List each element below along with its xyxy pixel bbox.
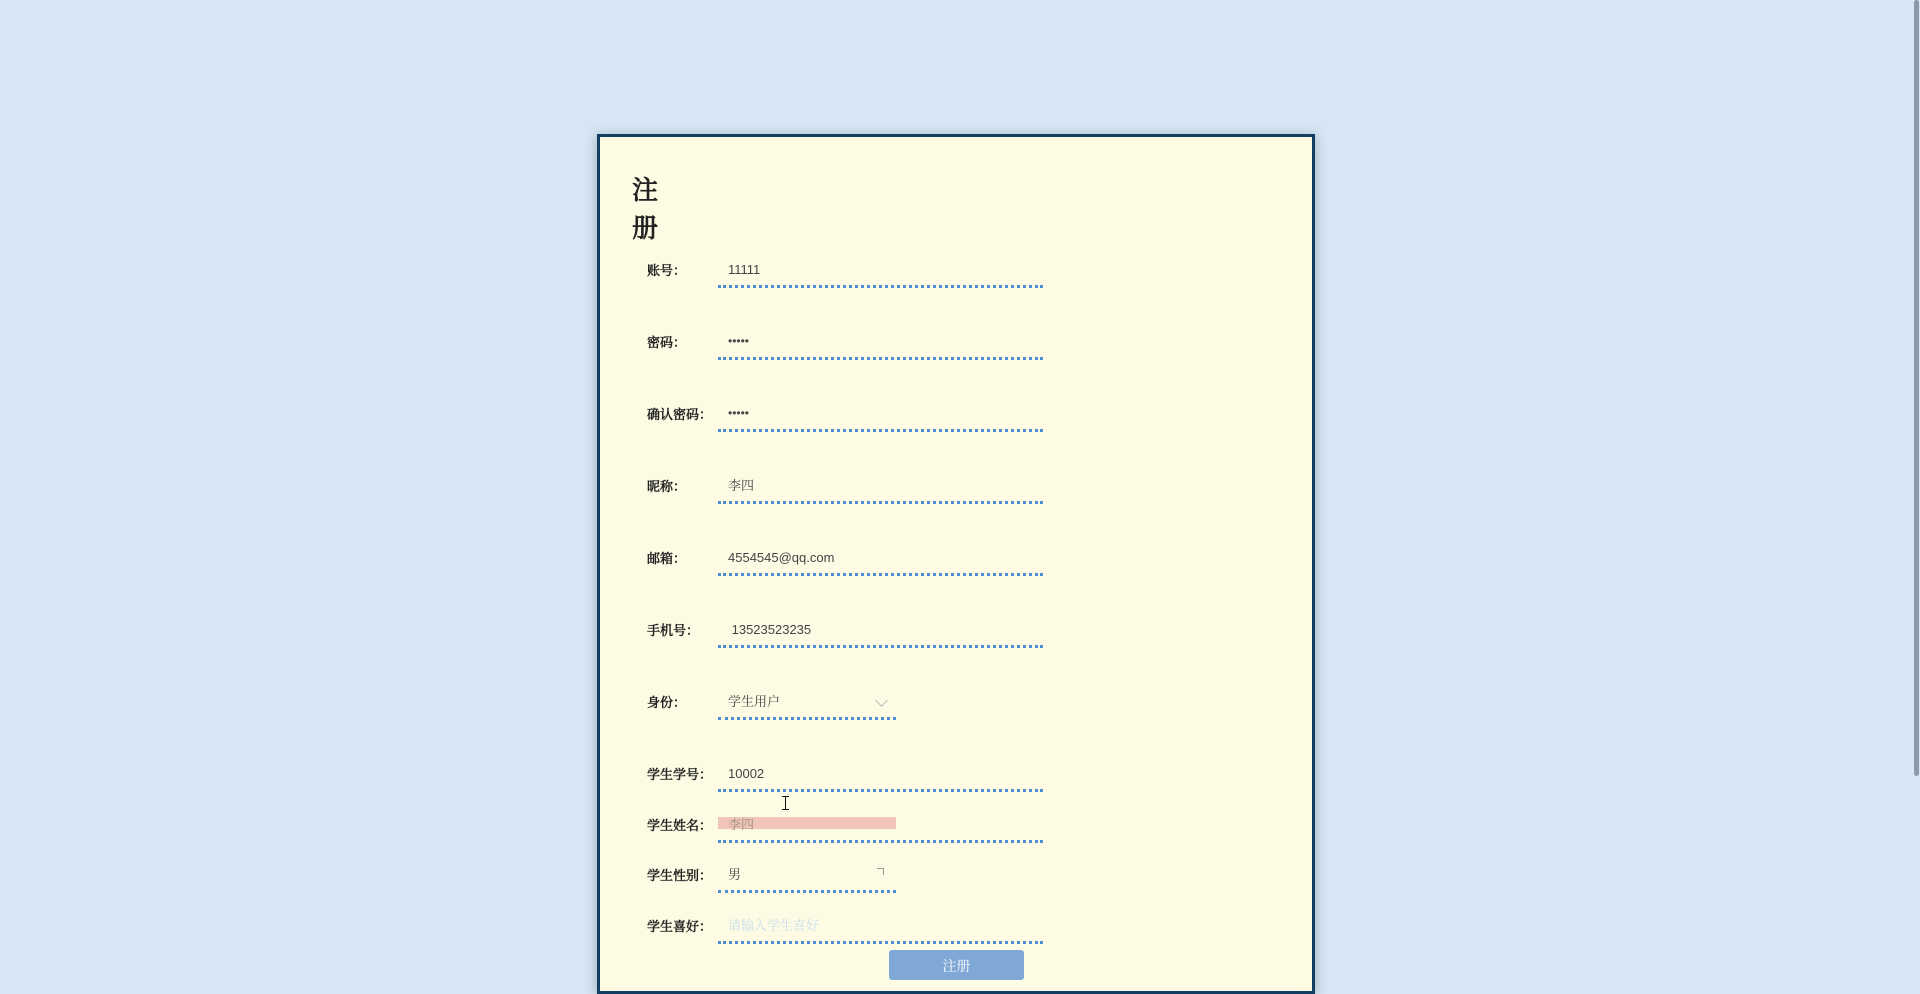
scrollbar[interactable] bbox=[1914, 0, 1920, 964]
confirm-password-value: ••••• bbox=[728, 406, 750, 420]
confirm-password-input[interactable] bbox=[718, 398, 1043, 432]
email-row bbox=[600, 550, 1318, 590]
phone-value: 13523523235 bbox=[728, 622, 812, 637]
identity-value: 学生用户 bbox=[728, 694, 781, 709]
chevron-down-icon bbox=[875, 694, 888, 707]
student-name-input[interactable] bbox=[718, 809, 1043, 843]
student-gender-label: 学生性别： bbox=[647, 868, 713, 883]
nickname-label: 昵称： bbox=[647, 479, 687, 494]
student-gender-value: 男 bbox=[728, 867, 742, 882]
confirm-password-row bbox=[600, 406, 1318, 446]
student-hobby-input[interactable] bbox=[718, 910, 1043, 944]
scrollbar-thumb[interactable] bbox=[1914, 0, 1919, 776]
identity-row bbox=[600, 694, 1318, 734]
confirm-password-label: 确认密码： bbox=[647, 407, 713, 422]
dropdown-indicator-icon bbox=[877, 868, 884, 875]
text-cursor-icon bbox=[782, 796, 790, 810]
phone-label: 手机号： bbox=[647, 623, 700, 638]
password-input[interactable] bbox=[718, 326, 1043, 360]
nickname-row bbox=[600, 478, 1318, 518]
phone-input[interactable] bbox=[718, 614, 1043, 648]
nickname-input[interactable] bbox=[718, 470, 1043, 504]
identity-select[interactable] bbox=[718, 686, 896, 720]
student-hobby-label: 学生喜好： bbox=[647, 919, 713, 934]
student-id-row bbox=[600, 766, 1318, 806]
account-row bbox=[600, 262, 1318, 302]
register-card bbox=[597, 134, 1315, 994]
student-id-input[interactable] bbox=[718, 758, 1043, 792]
student-name-row bbox=[600, 817, 1318, 857]
identity-label: 身份： bbox=[647, 695, 687, 710]
student-name-label: 学生姓名： bbox=[647, 818, 713, 833]
page-title: 注册 bbox=[632, 175, 659, 243]
account-label: 账号： bbox=[647, 263, 687, 278]
email-input[interactable] bbox=[718, 542, 1043, 576]
account-input[interactable] bbox=[718, 254, 1043, 288]
student-gender-row bbox=[600, 867, 1318, 907]
phone-row bbox=[600, 622, 1318, 662]
student-hobby-placeholder: 请输入学生喜好 bbox=[728, 918, 820, 933]
nickname-value: 李四 bbox=[728, 478, 755, 493]
submit-button[interactable]: 注册 bbox=[889, 950, 1024, 980]
account-value: 11111 bbox=[728, 262, 761, 277]
student-name-value: 李四 bbox=[728, 817, 755, 832]
email-label: 邮箱： bbox=[647, 551, 687, 566]
email-value: 4554545@qq.com bbox=[728, 550, 835, 565]
student-id-value: 10002 bbox=[728, 766, 765, 781]
password-label: 密码： bbox=[647, 335, 687, 350]
student-gender-select[interactable] bbox=[718, 859, 896, 893]
student-id-label: 学生学号： bbox=[647, 767, 713, 782]
password-value: ••••• bbox=[728, 334, 750, 348]
password-row bbox=[600, 334, 1318, 374]
